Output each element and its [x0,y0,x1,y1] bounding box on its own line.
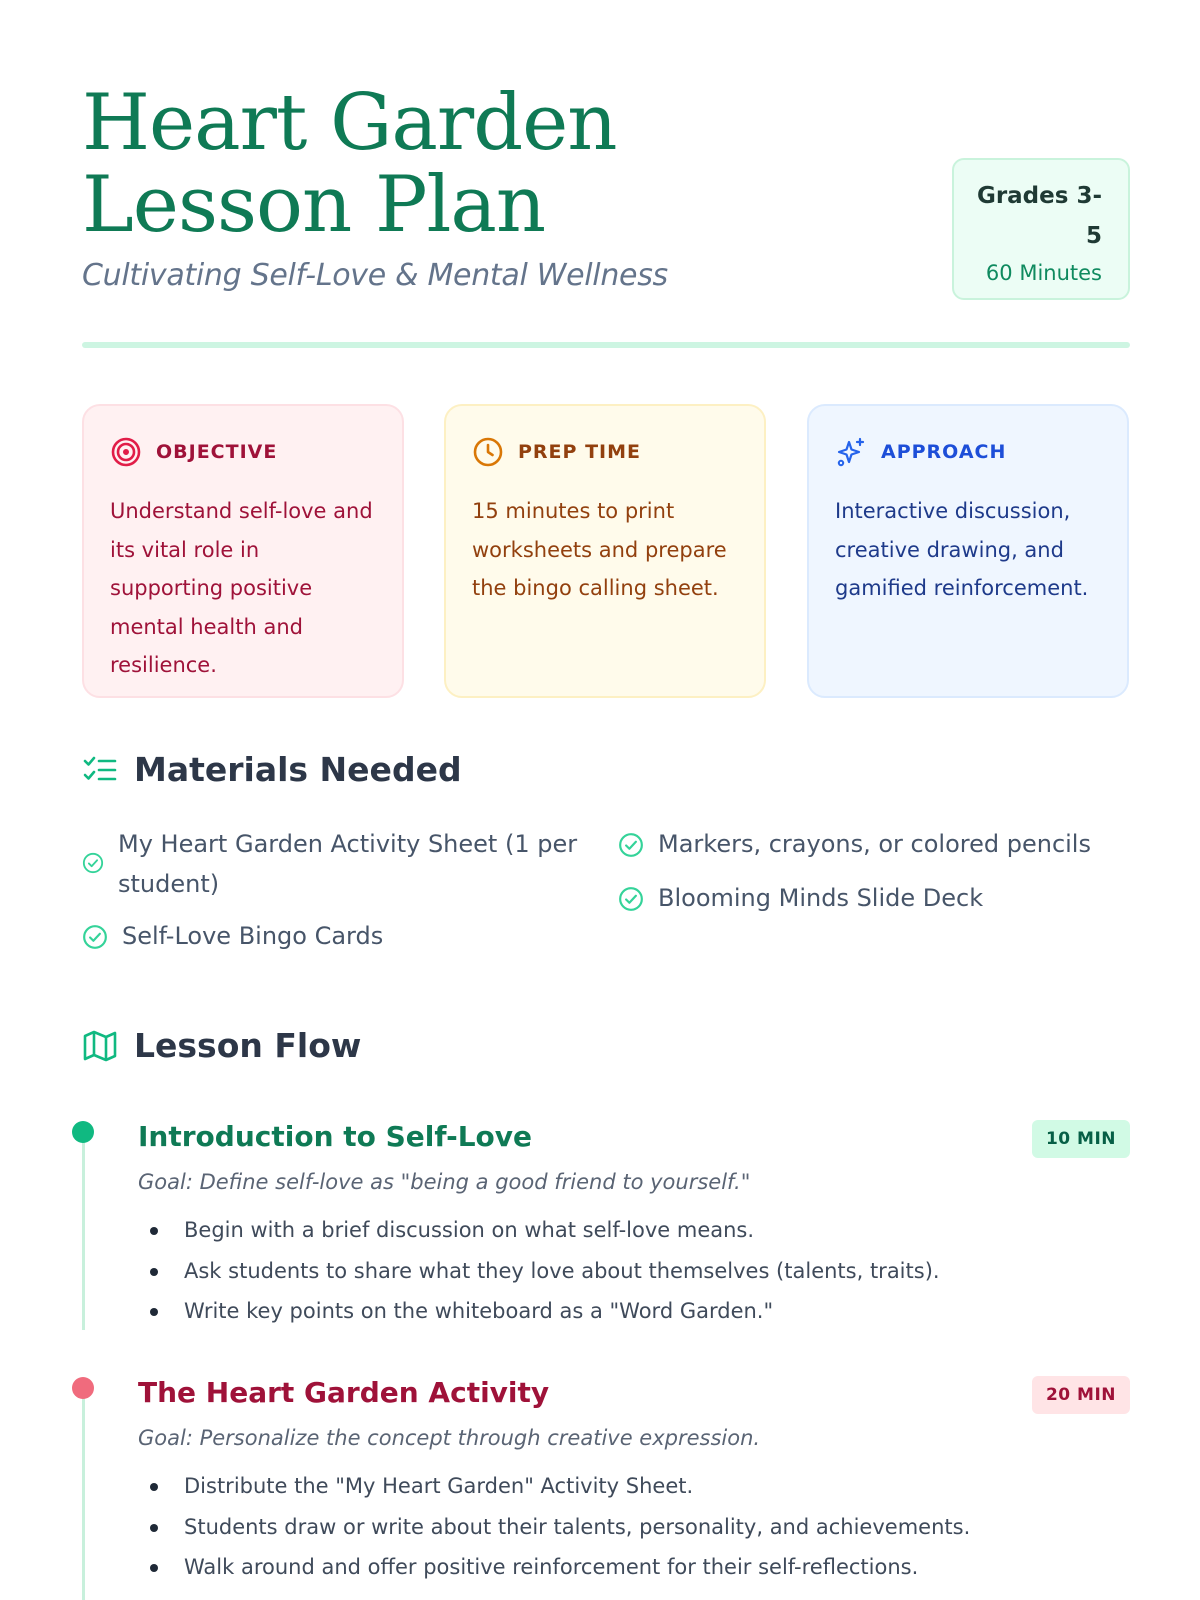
check-circle-icon [82,852,104,874]
prep-time-text: 15 minutes to print worksheets and prepare the bingo calling sheet. [472,499,727,600]
objective-card [82,404,404,698]
approach-card [807,404,1129,698]
target-icon [110,436,142,468]
prep-time-card [444,404,766,698]
step-title: The Heart Garden Activity [138,1376,550,1409]
approach-text: Interactive discussion, creative drawing, and gamified reinforcement. [835,499,1089,600]
check-circle-icon [618,832,644,858]
page-title: Heart Garden Lesson Plan [82,78,617,250]
list-checks-icon [82,752,118,788]
materials-heading [82,750,462,789]
material-item-label: Blooming Minds Slide Deck [658,884,984,912]
check-circle-icon [618,886,644,912]
page-subtitle: Cultivating Self-Love & Mental Wellness [82,258,668,293]
grade-level: Grades 3-5 [976,183,1102,249]
lesson-flow-title: Lesson Flow [134,1026,362,1065]
list-item: Ask students to share what they love about themselves (talents, traits). [138,1251,940,1292]
objective-text: Understand self-love and its vital role in supporting positive mental health and resilience. [110,499,373,677]
timeline-line [82,1382,85,1600]
list-item: Write key points on the whiteboard as a "Word Garden." [138,1291,940,1332]
material-item-label: Self-Love Bingo Cards [122,922,384,950]
material-item-label: Markers, crayons, or colored pencils [658,830,1091,858]
list-item: Begin with a brief discussion on what self-love means. [138,1210,940,1251]
list-item: Walk around and offer positive reinforcement for their self-reflections. [138,1547,970,1588]
list-item: Students draw or write about their talents, personality, and achievements. [138,1507,970,1548]
material-item [82,824,582,904]
check-circle-icon [82,924,108,950]
timeline-dot [72,1121,94,1143]
step-bullet-list [138,1466,970,1588]
sparkles-icon [835,436,867,468]
material-item [618,824,1130,864]
approach-label: APPROACH [881,441,1007,463]
step-goal: Goal: Define self-love as "being a good friend to yourself." [138,1170,751,1194]
material-item [618,878,1130,918]
material-item-label: My Heart Garden Activity Sheet (1 per student) [118,830,578,898]
step-duration-badge: 10 MIN [1032,1120,1130,1158]
grade-duration-box [952,158,1130,300]
lesson-duration: 60 Minutes [985,261,1102,285]
lesson-flow-heading [82,1026,361,1065]
timeline-dot [72,1377,94,1399]
clock-icon [472,436,504,468]
timeline-line [82,1126,85,1330]
map-icon [82,1028,118,1064]
step-title: Introduction to Self-Love [138,1120,533,1153]
step-bullet-list [138,1210,940,1332]
list-item: Distribute the "My Heart Garden" Activity Sheet. [138,1466,970,1507]
header-divider [82,342,1130,348]
material-item [82,916,582,956]
step-goal: Goal: Personalize the concept through creative expression. [138,1426,761,1450]
step-duration-badge: 20 MIN [1032,1376,1130,1414]
prep-time-label: PREP TIME [518,441,641,463]
materials-title: Materials Needed [134,750,462,789]
objective-label: OBJECTIVE [156,441,278,463]
